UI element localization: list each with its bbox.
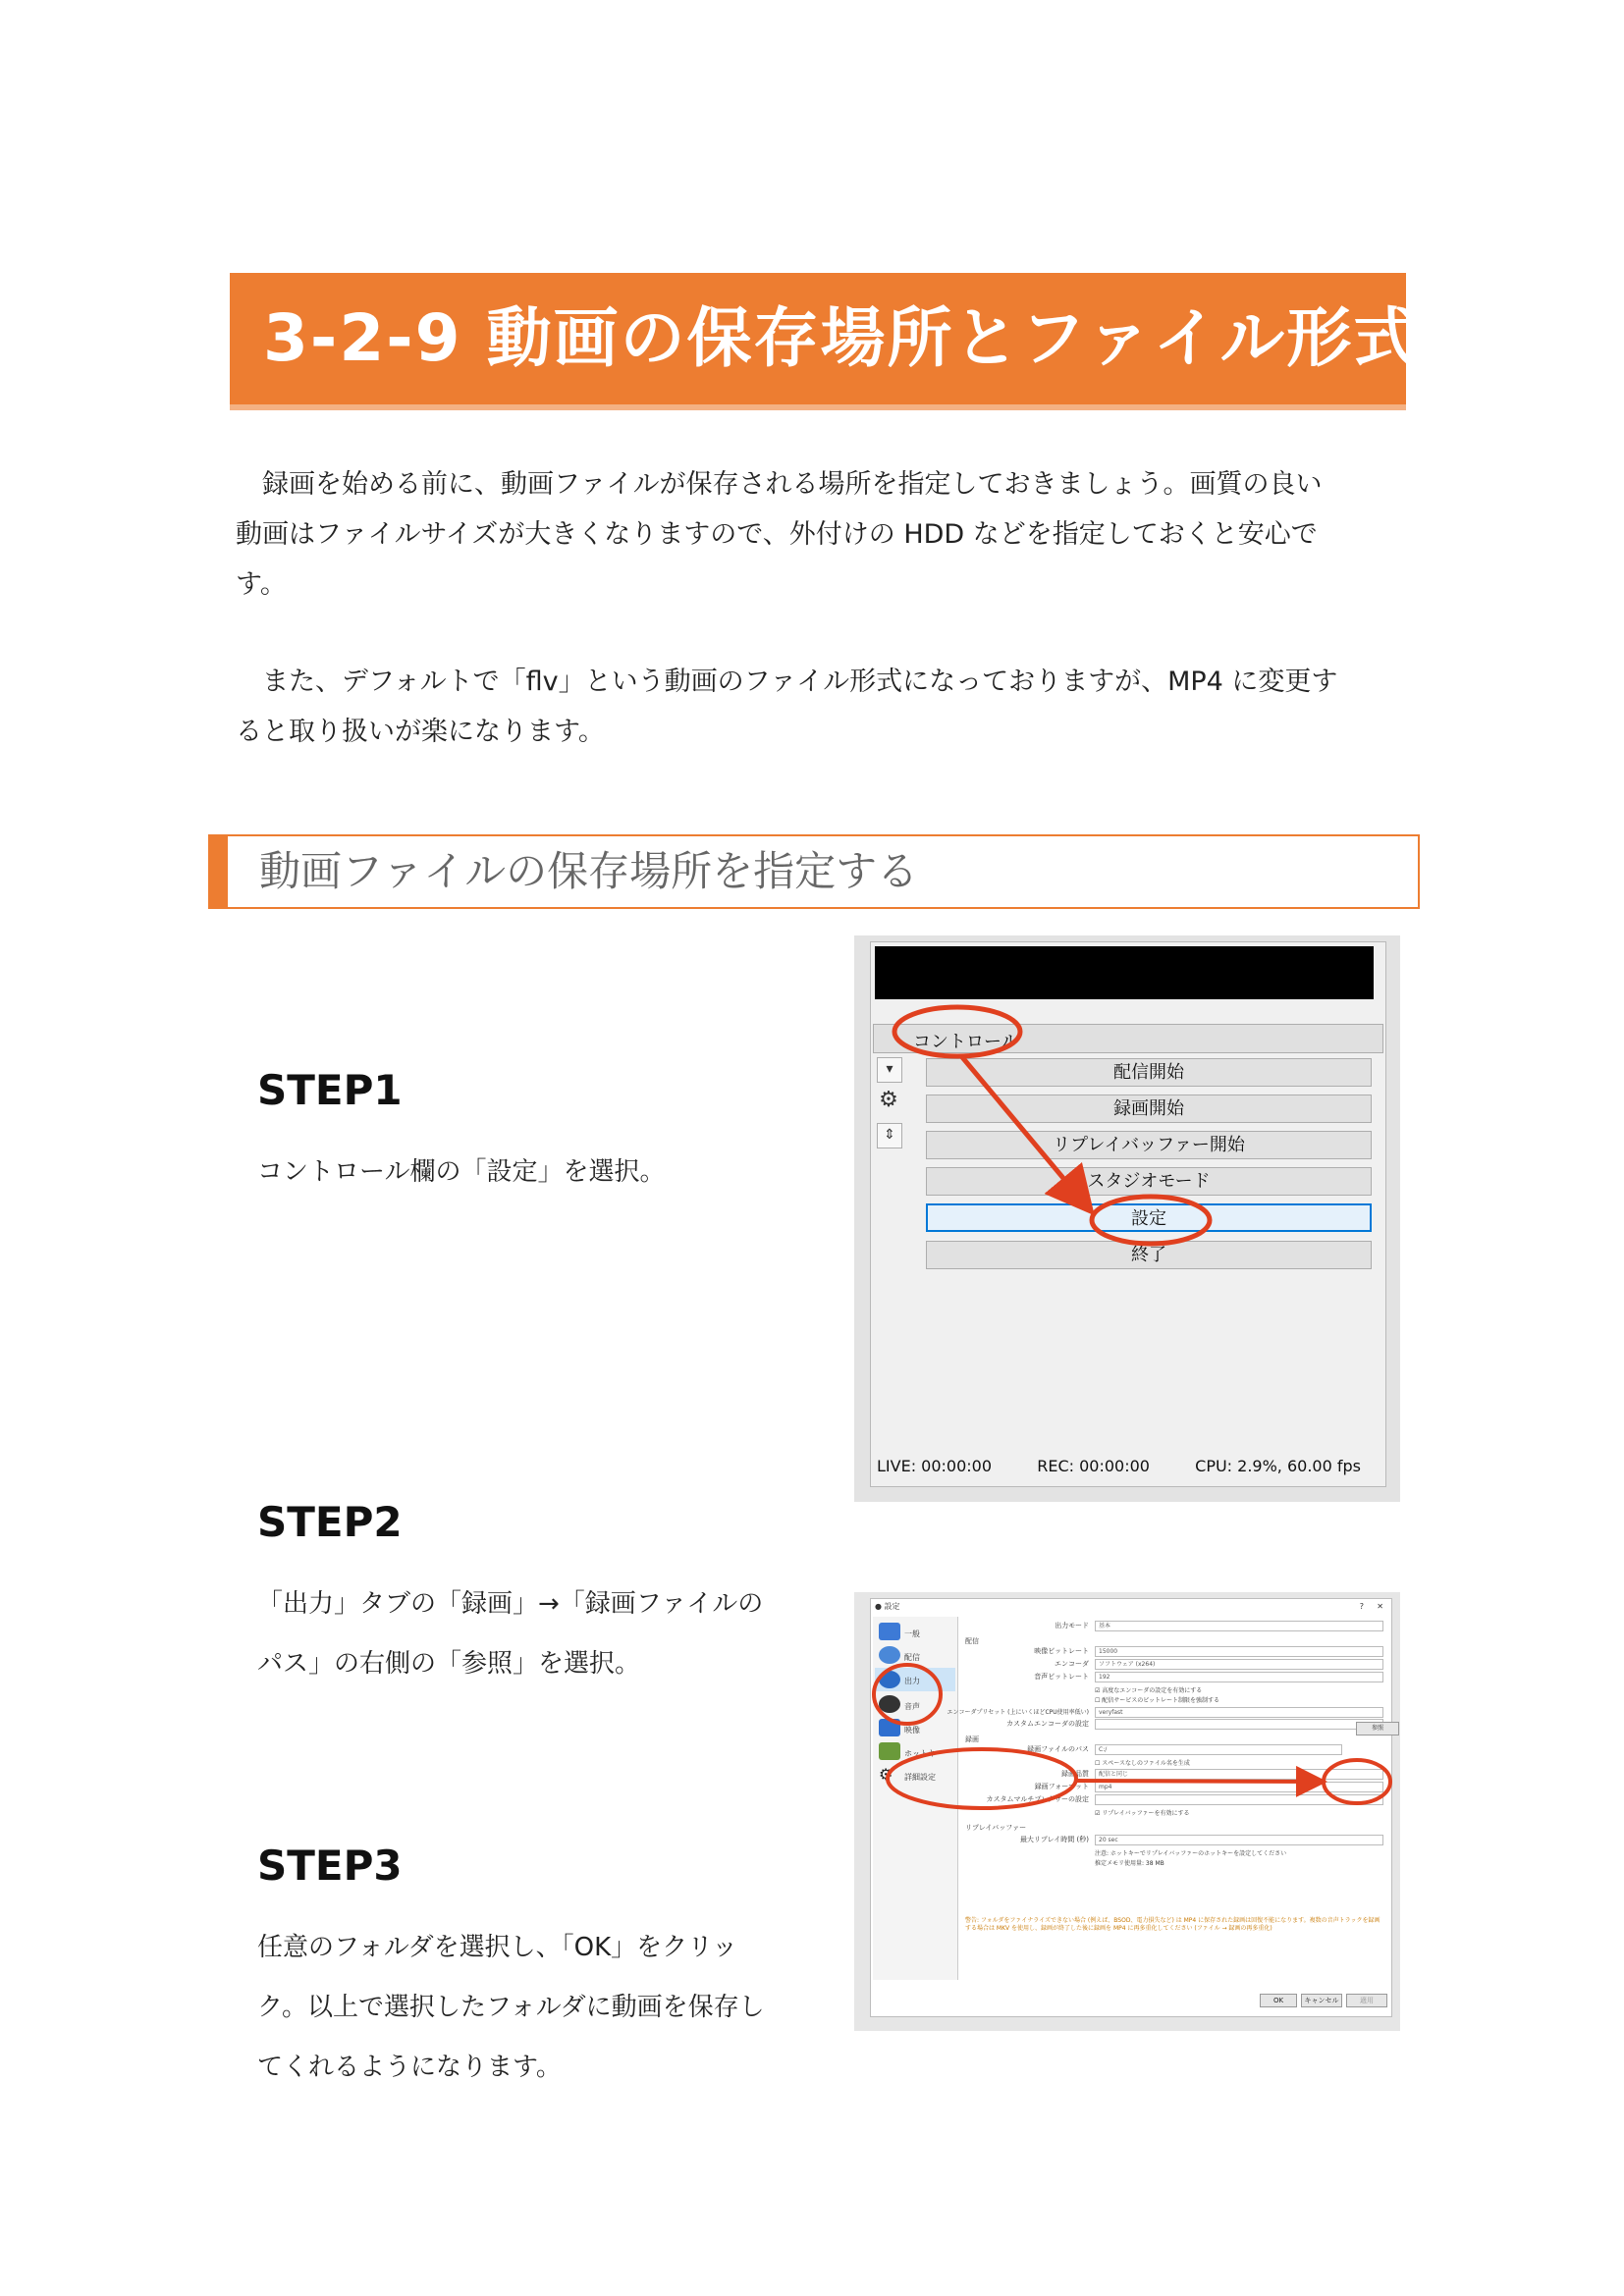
audio-bitrate-label: 音声ビットレート [1034,1673,1089,1681]
step2-title: STEP2 [257,1498,403,1546]
intro-line: また、デフォルトで「flv」という動画のファイル形式になっておりますが、MP4 に変更す [236,667,1338,697]
nav-item-audio[interactable]: 音声 [904,1702,920,1711]
step1-title: STEP1 [257,1066,403,1114]
annotation-circle-output-tab [874,1665,941,1724]
chevron-down-icon[interactable]: ▾ [877,1057,902,1083]
recording-format-value: mp4 [1099,1784,1112,1790]
up-down-icon[interactable]: ⇕ [877,1123,902,1148]
annotation-overlay [854,935,1400,1502]
settings-screenshot [854,1592,1400,2031]
step-line: コントロール欄の「設定」を選択。 [257,1157,666,1187]
annotation-circle-browse [1324,1760,1390,1803]
annotation-circle-recording-path [888,1749,1076,1808]
page-title: 3-2-9 動画の保存場所とファイル形式 [263,300,1421,376]
recording-format-label: 録画フォーマット [1034,1783,1089,1790]
recording-group-label: 録画 [965,1735,979,1743]
step-line: 「出力」タブの「録画」→「録画ファイルの [257,1589,764,1619]
intro-paragraph-2 [236,657,1410,757]
preset-value: veryfast [1099,1709,1123,1716]
advanced-gear-icon: ⚙ [879,1765,893,1784]
start-streaming-button[interactable]: 配信開始 [926,1058,1372,1087]
cpu-usage: CPU: 2.9%, 60.00 fps [1195,1457,1361,1475]
intro-line: ると取り扱いが楽になります。 [236,717,605,747]
settings-button[interactable]: 設定 [926,1203,1372,1232]
step-line: 任意のフォルダを選択し、「OK」をクリッ [257,1933,738,1962]
help-icon[interactable]: ? [1359,1602,1364,1611]
step2-text [257,1575,817,1694]
ok-button[interactable]: OK [1260,1994,1297,2007]
replay-group-label: リプレイバッファー [965,1824,1027,1832]
recording-path-label: 録画ファイルのパス [1027,1745,1089,1753]
custom-encoder-label: カスタムエンコーダの設定 [1006,1720,1089,1728]
max-replay-time-label: 最大リプレイ時間 (秒) [1019,1836,1089,1843]
output-mode-label: 出力モード [1055,1622,1089,1629]
nav-item-advanced[interactable]: 詳細設定 [904,1773,936,1782]
start-replay-buffer-button[interactable]: リプレイバッファー開始 [926,1131,1372,1159]
browse-button[interactable]: 参照 [1356,1722,1399,1735]
output-mode-value: 基本 [1099,1623,1111,1629]
recording-path-value: C:/ [1099,1746,1108,1753]
enforce-bitrate-checkbox[interactable]: ☐ 配信サービスのビットレート制限を強制する [1095,1697,1220,1704]
annotation-arrow [1076,1781,1316,1782]
step3-title: STEP3 [257,1842,403,1890]
section-heading-text: 動画ファイルの保存場所を指定する [259,847,919,895]
nav-item-video[interactable]: 映像 [904,1726,920,1735]
recording-quality-label: 録画品質 [1061,1770,1089,1778]
rec-timer: REC: 00:00:00 [1037,1457,1150,1475]
step-line: パス」の右側の「参照」を選択。 [257,1649,641,1679]
annotation-circle-controls [894,1007,1020,1056]
step-line: ク。以上で選択したフォルダに動画を保存し [257,1993,765,2022]
nav-item-hotkeys[interactable]: ホットキー [904,1749,944,1758]
live-timer: LIVE: 00:00:00 [877,1457,993,1475]
window-title: 設定 [884,1602,900,1611]
step3-text [257,1918,817,2098]
encoder-value: ソフトウェア (x264) [1099,1661,1156,1668]
cancel-button[interactable]: キャンセル [1301,1994,1342,2007]
annotation-overlay [854,1592,1400,2031]
nav-item-general[interactable]: 一般 [904,1629,920,1638]
encoder-label: エンコーダ [1055,1660,1089,1668]
recording-quality-value: 配信と同じ [1099,1771,1129,1778]
nav-item-stream[interactable]: 配信 [904,1653,920,1662]
advanced-encoder-checkbox[interactable]: ☑ 高度なエンコーダの設定を有効にする [1095,1687,1203,1694]
checkbox-label: 高度なエンコーダの設定を有効にする [1102,1687,1203,1694]
start-recording-button[interactable]: 録画開始 [926,1095,1372,1123]
annotation-circle-settings [1092,1197,1210,1244]
close-icon[interactable]: ✕ [1377,1602,1383,1611]
annotation-arrow [962,1057,1082,1201]
replay-note: 注意: ホットキーでリプレイバッファーのホットキーを設定してください [1095,1850,1287,1857]
max-replay-time-value: 20 sec [1099,1837,1118,1843]
nav-item-output[interactable]: 出力 [904,1677,920,1685]
studio-mode-button[interactable]: スタジオモード [926,1167,1372,1196]
no-space-filename-checkbox[interactable]: ☐ スペースなしのファイル名を生成 [1095,1760,1190,1767]
intro-line: す。 [236,569,287,600]
section-accent-bar [208,834,228,909]
title-banner [230,273,1421,410]
step1-text [257,1143,817,1202]
muxer-label: カスタムマルチプレクサーの設定 [986,1795,1089,1803]
preset-label: エンコーダプリセット (上にいくほどCPU使用率低い) [947,1709,1089,1716]
checkbox-label: スペースなしのファイル名を生成 [1102,1760,1190,1767]
settings-titlebar: ● 設定 ? ✕ [871,1599,1391,1615]
stream-group-label: 配信 [965,1637,979,1645]
intro-line: 録画を始める前に、動画ファイルが保存される場所を指定しておきましょう。画質の良い [236,469,1323,500]
replay-buffer-checkbox[interactable]: ☑ リプレイバッファーを有効にする [1095,1810,1190,1817]
controls-header-label: コントロール [913,1032,1019,1052]
checkbox-label: 配信サービスのビットレート制限を強制する [1102,1697,1220,1704]
memory-estimate: 推定メモリ使用量: 38 MB [1095,1860,1164,1867]
apply-button[interactable]: 適用 [1346,1994,1387,2007]
section-heading [208,834,1420,909]
video-bitrate-label: 映像ビットレート [1034,1647,1089,1655]
video-bitrate-value: 15000 [1099,1648,1118,1655]
controls-screenshot [854,935,1400,1502]
audio-bitrate-value: 192 [1099,1674,1110,1681]
checkbox-label: リプレイバッファーを有効にする [1102,1810,1190,1817]
intro-paragraph-1 [236,459,1410,610]
mp4-warning: 警告: フォルダをファイナライズできない場合 (例えば、BSOD、電力損失など) は MP4 に保存された録画は回復不能になります。複数の音声トラックを録画する場合は MKV を使用し、録画が終了した後に録画を MP4 に再多重化してください (ファイル → 録画の再多重化) [965,1917,1380,1932]
exit-button[interactable]: 終了 [926,1241,1372,1269]
gear-icon[interactable]: ⚙ [879,1088,898,1112]
intro-line: 動画はファイルサイズが大きくなりますので、外付けの HDD などを指定しておくと安心で [236,519,1318,550]
step-line: てくれるようになります。 [257,2053,562,2082]
